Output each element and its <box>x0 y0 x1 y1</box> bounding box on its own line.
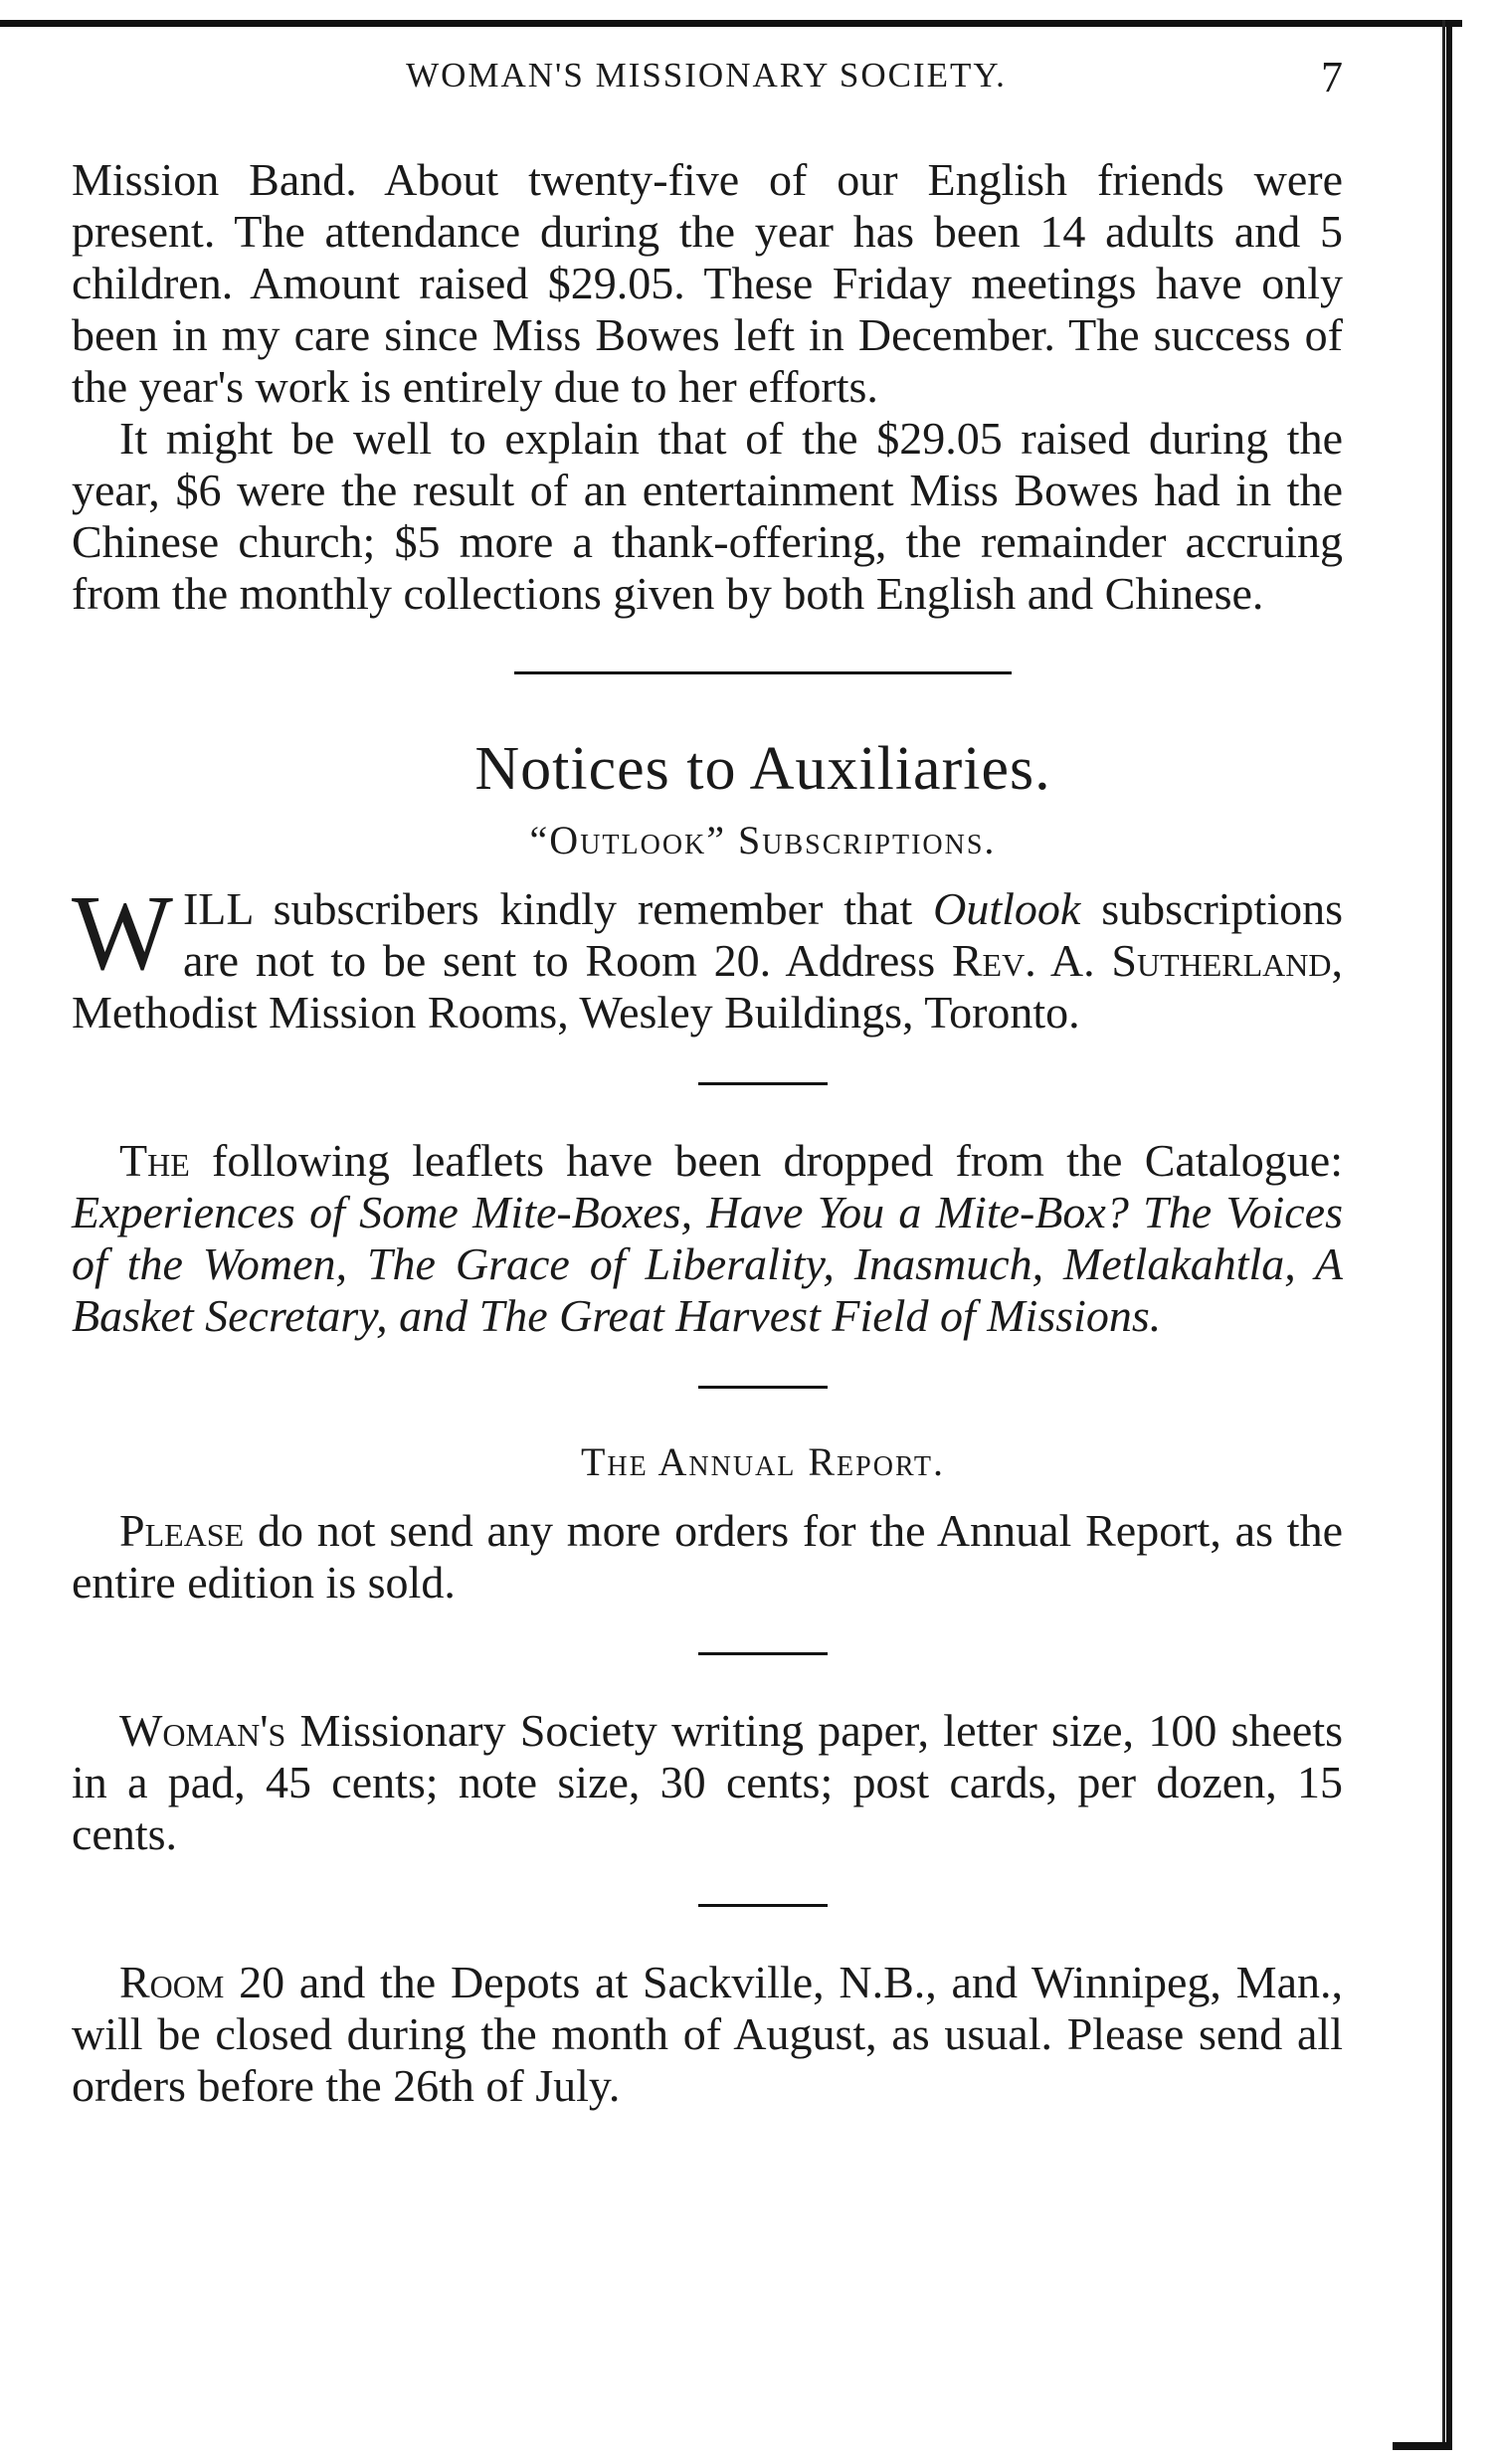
outlook-text-b: subscriptions are not to be sent to Room 20. Address <box>182 883 1344 986</box>
leaflets-notice <box>72 1135 1343 1342</box>
notice-divider <box>698 1904 828 1907</box>
leaflets-lead: The <box>119 1135 190 1186</box>
page-header <box>70 52 1343 111</box>
outlook-italic: Outlook <box>933 883 1081 934</box>
writing-paper-text: Missionary Society writing paper, letter size, 100 sheets in a pad, 45 cents; note size, 30 cents; post cards, per dozen, 15 cents. <box>72 1705 1343 1859</box>
leaflet-titles: Experiences of Some Mite-Boxes, Have You a Mite-Box? The Voices of the Women, The Grace of Liberality, Inasmuch, Metlakahtla, A Basket Secretary, and The Great Harvest Field of Missions. <box>72 1187 1343 1341</box>
report-paragraph-1: Mission Band. About twenty-five of our English friends were present. The attendance during the year has been 14 adults and 5 children. Amount raised $29.05. These Friday meetings have only been in my care since Miss Bowes left in December. The success of the year's work is entirely due to her efforts. <box>72 154 1343 412</box>
page-number: 7 <box>1321 53 1343 101</box>
page-body <box>72 154 1343 2112</box>
leaflets-text: following leaflets have been dropped from the Catalogue: <box>189 1135 1343 1186</box>
running-title: WOMAN'S MISSIONARY SOCIETY. <box>406 56 1007 95</box>
outlook-notice <box>72 874 1344 1039</box>
notice-divider <box>698 1386 828 1389</box>
room20-notice <box>72 1957 1343 2112</box>
notice-divider <box>698 1652 828 1655</box>
annual-report-lead: Please <box>119 1505 245 1556</box>
drop-cap: W <box>72 874 173 993</box>
outlook-text-a: ILL subscribers kindly remember that <box>182 883 934 934</box>
writing-paper-lead: Woman's <box>119 1705 286 1756</box>
room20-lead: Room <box>119 1957 225 2007</box>
annual-report-heading: The Annual Report. <box>580 1439 946 1484</box>
report-paragraph-2: It might be well to explain that of the $29.05 raised during the year, $6 were the result of an entertainment Miss Bowes had in the Chinese church; $5 more a thank-offering, the remainder accruing from the monthly collections given by both English and Chinese. <box>72 413 1343 619</box>
top-border-rule <box>0 20 1462 27</box>
bottom-border-rule <box>1393 2442 1452 2450</box>
outlook-text-c: Methodist Mission Rooms, Wesley Buildings, Toronto. <box>72 987 1080 1038</box>
writing-paper-notice <box>72 1705 1343 1860</box>
room20-text: 20 and the Depots at Sackville, N.B., and Winnipeg, Man., will be closed during the month of August, as usual. Please send all orders before the 26th of July. <box>72 1957 1343 2111</box>
section-title: Notices to Auxiliaries. <box>474 735 1051 803</box>
annual-report-notice <box>72 1505 1343 1609</box>
section-divider <box>514 671 1012 674</box>
notice-divider <box>698 1082 828 1085</box>
page-edge-border <box>1442 20 1452 2447</box>
outlook-contact-name: Rev. A. Sutherland, <box>951 935 1343 986</box>
annual-report-text: do not send any more orders for the Annual Report, as the entire edition is sold. <box>72 1505 1343 1608</box>
outlook-subheading: “Outlook” Subscriptions. <box>529 818 997 862</box>
